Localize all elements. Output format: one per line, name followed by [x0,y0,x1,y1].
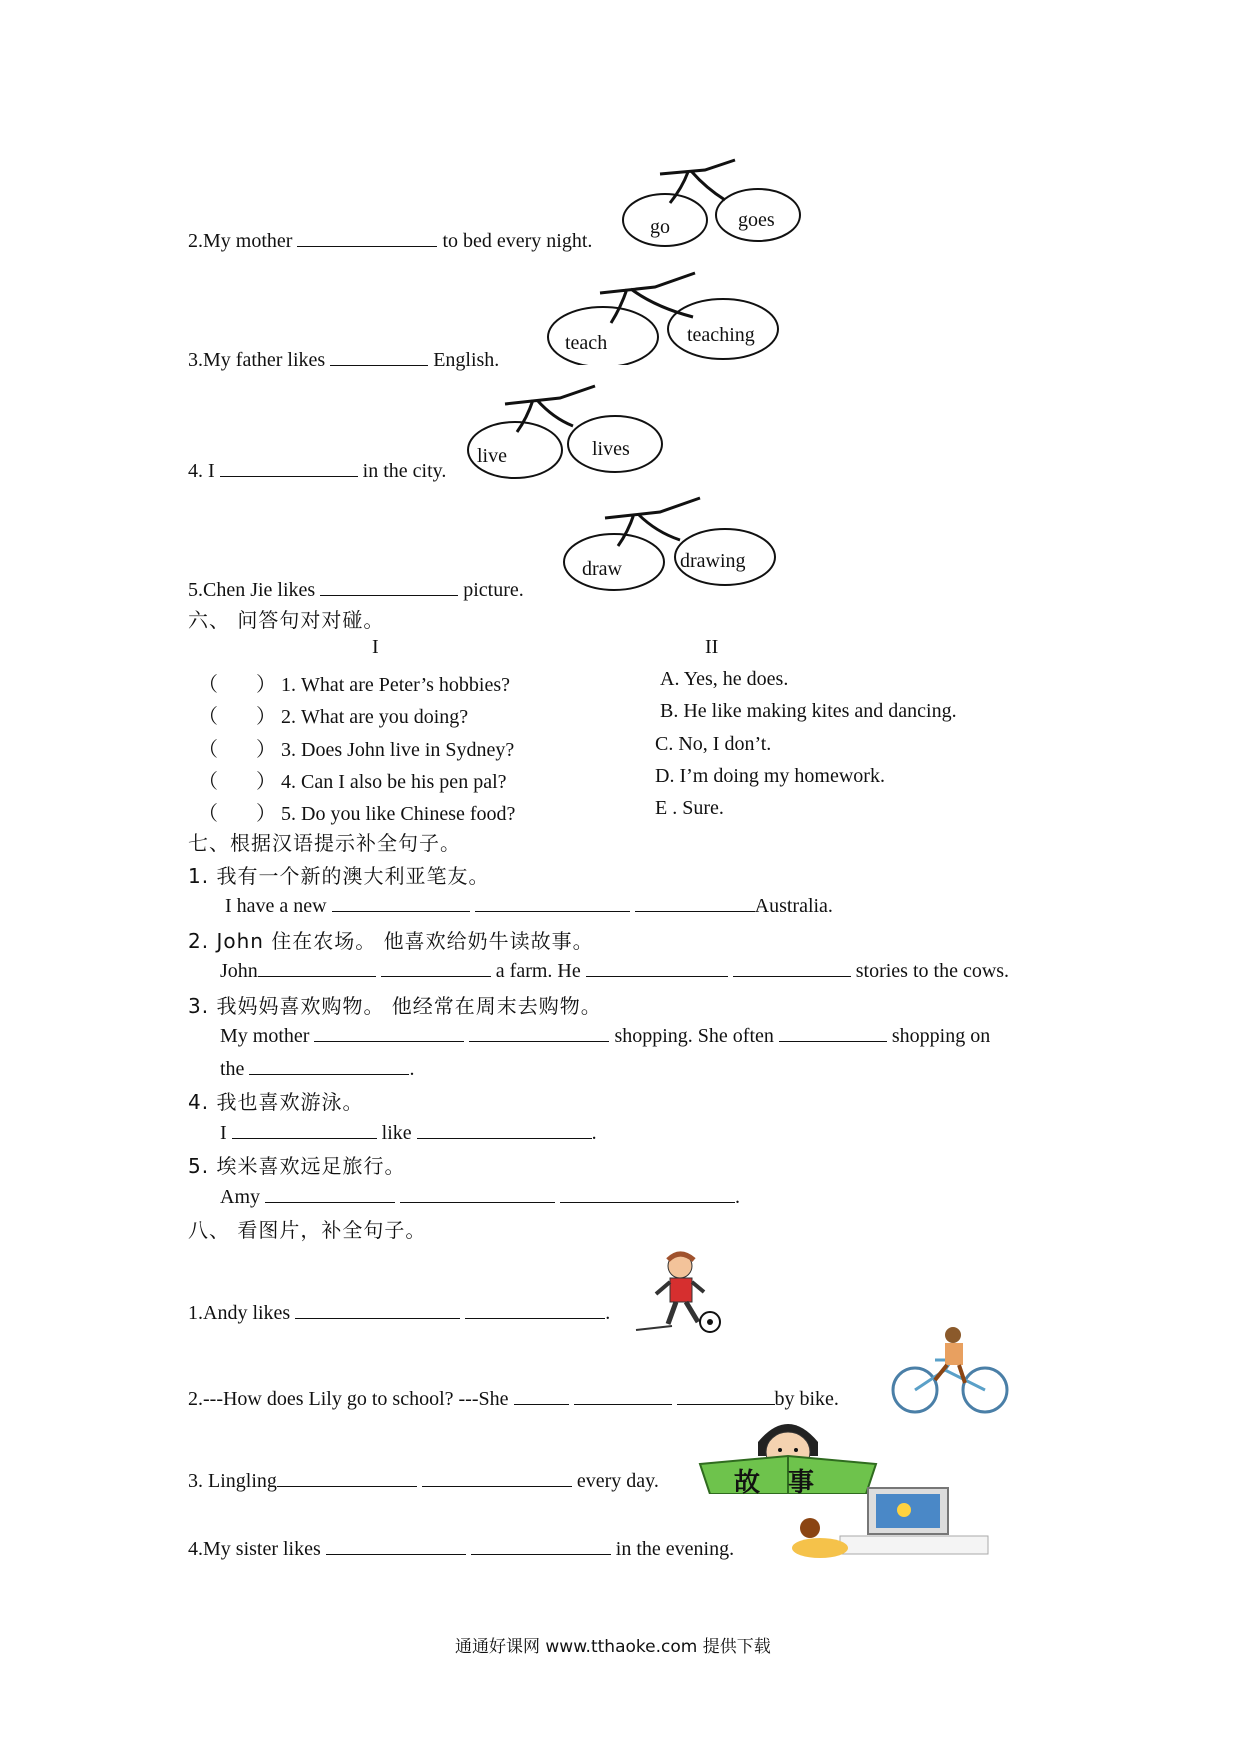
option-teaching: teaching [687,324,755,346]
answer-blank[interactable] [514,1386,569,1405]
question-row: （ ） 2. What are you doing? [198,706,469,728]
answer-option: C. No, I don’t. [655,733,772,755]
answer-blank[interactable] [381,958,491,977]
girl-reading-storybook-picture [696,1412,880,1498]
answer-blank[interactable] [635,893,755,912]
answer-blank[interactable] [469,1023,609,1042]
girl-watching-tv-picture [780,1484,990,1564]
answer-blank[interactable] [295,1300,460,1319]
answer-blank[interactable] [232,1120,377,1139]
cherry-question-3: 3.My father likes English. [188,349,500,371]
answer-blank[interactable] [422,1468,572,1487]
option-teach: teach [565,332,608,354]
question-row: （ ） 4. Can I also be his pen pal? [198,771,507,793]
picture-sentence-1: 1.Andy likes . [188,1302,611,1324]
sentence-4: I like . [220,1122,597,1144]
column-header-ii: II [705,636,719,658]
answer-blank[interactable] [265,1184,395,1203]
answer-blank[interactable] [220,458,358,477]
answer-blank[interactable] [297,228,437,247]
answer-blank[interactable] [560,1184,735,1203]
answer-blank[interactable] [779,1023,887,1042]
answer-blank[interactable] [586,958,728,977]
section6-title: 六、 问答句对对碰。 [188,608,385,632]
answer-blank[interactable] [733,958,851,977]
cherry-options-3 [545,255,795,365]
option-lives: lives [592,438,630,460]
sentence-1: I have a new Australia. [225,895,833,917]
girl-riding-bike-picture [885,1325,1015,1415]
option-live: live [477,445,507,467]
answer-option: D. I’m doing my homework. [655,765,885,787]
answer-blank[interactable] [475,893,630,912]
answer-blank[interactable] [332,893,470,912]
cherry-options-2 [620,148,810,248]
answer-blank[interactable] [574,1386,672,1405]
question-row: （ ） 3. Does John live in Sydney? [198,739,515,761]
chinese-prompt-4: 4. 我也喜欢游泳。 [188,1090,364,1114]
answer-blank[interactable] [249,1056,409,1075]
cherry-question-5: 5.Chen Jie likes picture. [188,579,524,601]
answer-blank[interactable] [471,1536,611,1555]
answer-option: B. He like making kites and dancing. [660,700,957,722]
answer-blank[interactable] [277,1468,417,1487]
chinese-prompt-3: 3. 我妈妈喜欢购物。 他经常在周末去购物。 [188,994,602,1018]
sentence-3-continued: the . [220,1058,415,1080]
picture-sentence-4: 4.My sister likes in the evening. [188,1538,735,1560]
answer-blank[interactable] [258,958,376,977]
sentence-5: Amy . [220,1186,740,1208]
footer-text: 通通好课网 www.tthaoke.com 提供下载 [455,1637,771,1657]
section7-title: 七、根据汉语提示补全句子。 [188,831,461,855]
question-row: （ ） 5. Do you like Chinese food? [198,803,516,825]
picture-sentence-2: 2.---How does Lily go to school? ---She by bike. [188,1388,839,1410]
chinese-prompt-5: 5. 埃米喜欢远足旅行。 [188,1154,406,1178]
answer-blank[interactable] [314,1023,464,1042]
boy-playing-football-picture [632,1250,732,1335]
option-goes: goes [738,209,775,231]
chinese-prompt-1: 1. 我有一个新的澳大利亚笔友。 [188,864,490,888]
sentence-2: John a farm. He stories to the cows. [220,960,1010,982]
chinese-prompt-2: 2. John 住在农场。 他喜欢给奶牛读故事。 [188,929,594,953]
answer-blank[interactable] [677,1386,775,1405]
answer-blank[interactable] [326,1536,466,1555]
column-header-i: I [372,636,379,658]
cherry-question-4: 4. I in the city. [188,460,447,482]
answer-option: A. Yes, he does. [660,668,789,690]
cherry-options-4 [465,372,675,484]
book-title: 故事 [733,1468,842,1498]
answer-blank[interactable] [417,1120,592,1139]
sentence-3: My mother shopping. She often shopping on [220,1025,991,1047]
answer-blank[interactable] [320,577,458,596]
answer-blank[interactable] [400,1184,555,1203]
answer-blank[interactable] [465,1300,605,1319]
option-drawing: drawing [680,550,746,572]
section8-title: 八、 看图片，补全句子。 [188,1218,427,1242]
cherry-question-2: 2.My mother to bed every night. [188,230,593,252]
option-go: go [650,216,670,238]
cherry-options-5 [560,482,790,594]
answer-option: E . Sure. [655,797,724,819]
answer-blank[interactable] [330,347,428,366]
option-draw: draw [582,558,622,580]
picture-sentence-3: 3. Lingling every day. [188,1470,659,1492]
question-row: （ ） 1. What are Peter’s hobbies? [198,674,510,696]
